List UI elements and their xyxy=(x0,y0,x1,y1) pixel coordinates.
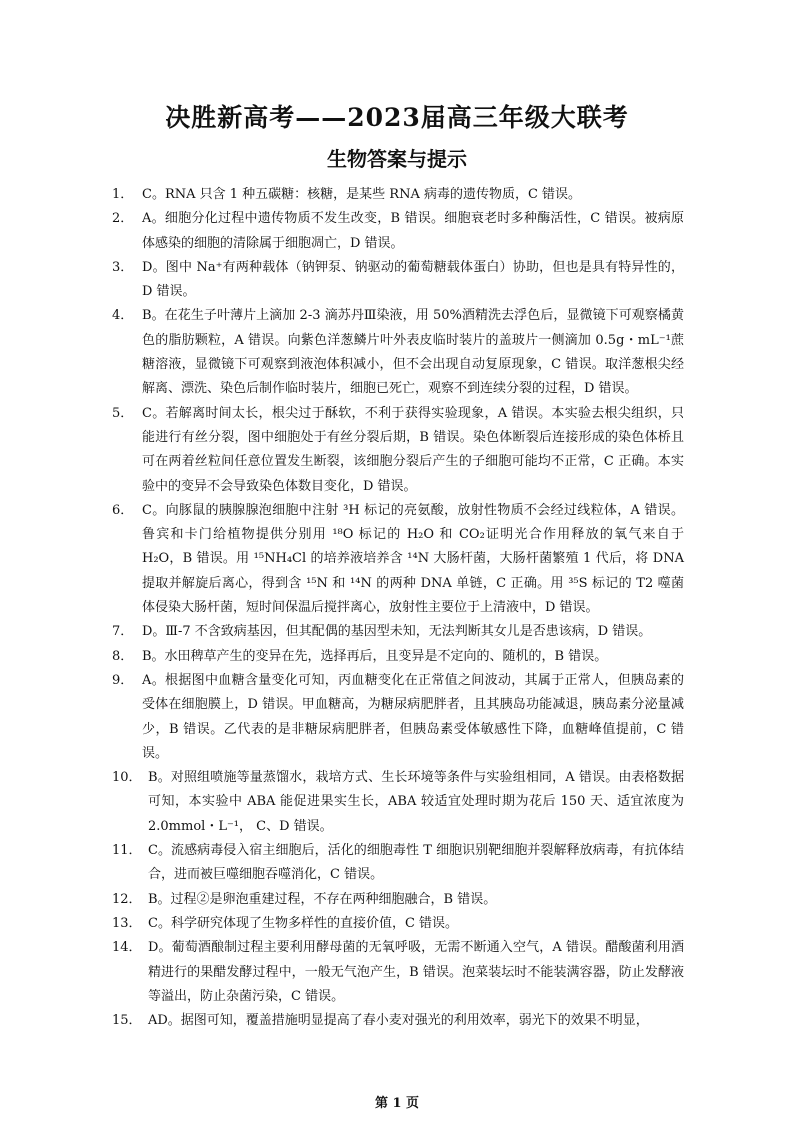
answer-number: 10． xyxy=(112,770,142,786)
answer-item xyxy=(112,183,684,207)
answer-item xyxy=(112,499,684,620)
answer-number: 11． xyxy=(112,843,142,859)
answer-number: 7． xyxy=(112,624,134,640)
answer-item xyxy=(112,936,684,1009)
answer-item xyxy=(112,620,684,644)
answer-item xyxy=(112,304,684,401)
answer-text: D。Ⅲ-7 不含致病基因，但其配偶的基因型未知，无法判断其女儿是否患该病，D 错误。 xyxy=(142,624,652,640)
answer-item xyxy=(112,912,684,936)
answer-item xyxy=(112,839,684,888)
answer-text: C。向豚鼠的胰腺腺泡细胞中注射 ³H 标记的亮氨酸，放射性物质不会经过线粒体，A 错误。鲁宾和卡门给植物提供分别用 ¹⁸O 标记的 H₂O 和 CO₂证明光合作用释放的氧气来自于 H₂O，B 错误。用 ¹⁵NH₄Cl 的培养液培养含 ¹⁴N 大肠杆菌，大肠杆菌繁殖 1 代后，将 DNA 提取并解旋后离心，得到含 ¹⁵N 和 ¹⁴N 的两种 DNA 单链，C 正确。用 ³⁵S 标记的 T2 噬菌体侵染大肠杆菌，短时间保温后搅拌离心，放射性主要位于上清液中，D 错误。 xyxy=(142,502,684,616)
answer-text: A。细胞分化过程中遗传物质不发生改变，B 错误。细胞衰老时多种酶活性，C 错误。被病原体感染的细胞的清除属于细胞凋亡，D 错误。 xyxy=(142,211,684,251)
answer-text: C。若解离时间太长，根尖过于酥软，不利于获得实验现象，A 错误。本实验去根尖组织，只能进行有丝分裂，图中细胞处于有丝分裂后期，B 错误。染色体断裂后连接形成的染色体桥且可在两着丝粒间任意位置发生断裂，该细胞分裂后产生的子细胞可能均不正常，C 正确。本实验中的变异不会导致染色体数目变化，D 错误。 xyxy=(142,405,684,494)
answer-text: B。在花生子叶薄片上滴加 2-3 滴苏丹Ⅲ染液，用 50%酒精洗去浮色后，显微镜下可观察橘黄色的脂肪颗粒，A 错误。向紫色洋葱鳞片叶外表皮临时装片的盖玻片一侧滴加 0.5g・mL⁻¹蔗糖溶液，显微镜下可观察到液泡体积减小，但不会出现自动复原现象，C 错误。取洋葱根尖经解离、漂洗、染色后制作临时装片，细胞已死亡，观察不到连续分裂的过程，D 错误。 xyxy=(142,308,684,397)
answer-number: 2． xyxy=(112,211,134,227)
answer-number: 14． xyxy=(112,940,142,956)
answer-text: D。图中 Na⁺有两种载体（钠钾泵、钠驱动的葡萄糖载体蛋白）协助，但也是具有特异性的，D 错误。 xyxy=(142,259,684,300)
answer-item xyxy=(112,669,684,766)
answer-item xyxy=(112,256,684,305)
answer-item xyxy=(112,402,684,499)
page-title: 决胜新高考——2023届高三年级大联考 xyxy=(165,103,629,132)
answer-number: 5． xyxy=(112,405,134,421)
answer-number: 15． xyxy=(112,1013,142,1029)
page-subtitle: 生物答案与提示 xyxy=(327,147,467,171)
answer-number: 4． xyxy=(112,308,134,324)
answer-text: AD。据图可知，覆盖措施明显提高了春小麦对强光的利用效率，弱光下的效果不明显， xyxy=(148,1013,649,1029)
answer-list xyxy=(112,183,684,1033)
answer-number: 6． xyxy=(112,502,134,518)
answer-number: 13． xyxy=(112,915,142,931)
answer-item xyxy=(112,766,684,839)
answer-text: B。对照组喷施等量蒸馏水，栽培方式、生长环境等条件与实验组相同，A 错误。由表格数据可知，本实验中 ABA 能促进果实生长，ABA 较适宜处理时期为花后 150 天、适宜浓度为 2.0mmol・L⁻¹， C、D 错误。 xyxy=(148,770,684,834)
answer-text: B。水田稗草产生的变异在先，选择再后，且变异是不定向的、随机的，B 错误。 xyxy=(142,648,608,664)
answer-text: C。科学研究体现了生物多样性的直接价值，C 错误。 xyxy=(148,915,459,931)
answer-number: 3． xyxy=(112,259,134,275)
page-number: 第 1 页 xyxy=(374,1096,420,1111)
answer-text: C。RNA 只含 1 种五碳糖：核糖，是某些 RNA 病毒的遗传物质，C 错误。 xyxy=(142,187,582,202)
answer-item xyxy=(112,207,684,256)
answer-item xyxy=(112,645,684,669)
answer-text: D。葡萄酒酿制过程主要利用酵母菌的无氧呼吸，无需不断通入空气，A 错误。醋酸菌利用酒精进行的果醋发酵过程中，一般无气泡产生，B 错误。泡菜装坛时不能装满容器，防止发酵液等溢出，防止杂菌污染，C 错误。 xyxy=(148,940,684,1004)
answer-number: 1． xyxy=(112,187,134,202)
answer-text: A。根据图中血糖含量变化可知，丙血糖变化在正常值之间波动，其属于正常人，但胰岛素的受体在细胞膜上，D 错误。甲血糖高，为糖尿病肥胖者，且其胰岛功能减退，胰岛素分泌量减少，B 错误。乙代表的是非糖尿病肥胖者，但胰岛素受体敏感性下降，血糖峰值提前，C 错误。 xyxy=(142,672,684,761)
answer-item xyxy=(112,1009,684,1033)
answer-item xyxy=(112,888,684,912)
answer-text: C。流感病毒侵入宿主细胞后，活化的细胞毒性 T 细胞识别靶细胞并裂解释放病毒，有抗体结合，进而被巨噬细胞吞噬消化，C 错误。 xyxy=(148,843,684,883)
answer-text: B。过程②是卵泡重建过程，不存在两种细胞融合，B 错误。 xyxy=(148,891,497,907)
answer-number: 12． xyxy=(112,891,142,907)
answer-number: 9． xyxy=(112,672,134,688)
answer-number: 8． xyxy=(112,648,134,664)
